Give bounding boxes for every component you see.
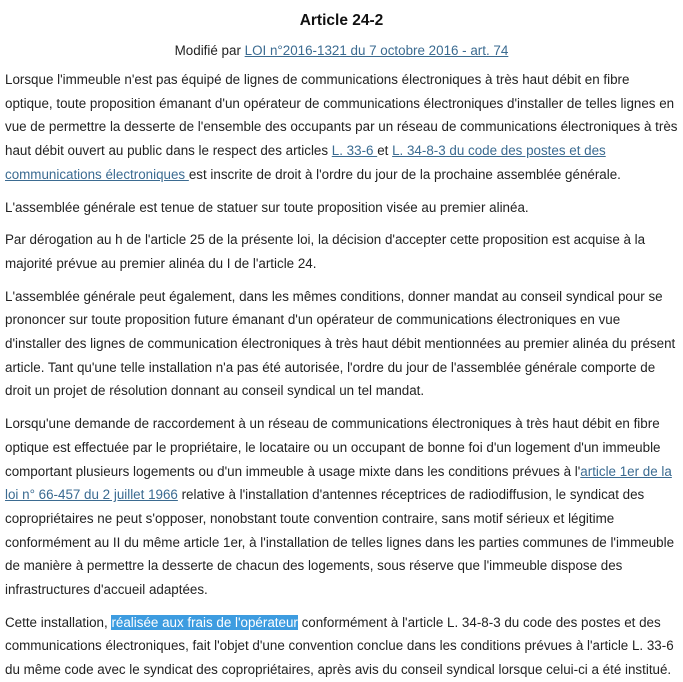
p6-text-b: conformément à l'article L. 34-8-3 du code des postes et des communications électroniques, fait l'objet d'une convention conclue dans les conditions prévues à l'article L. 33-6 du même code avec le syndicat des copropriétaires, après avis du conseil syndical lorsque celui-ci a été institué.: [5, 614, 674, 678]
paragraph-3: Par dérogation au h de l'article 25 de la présente loi, la décision d'accepter cette proposition est acquise à la majorité prévue au premier alinéa du I de l'article 24.: [5, 232, 646, 271]
p1-text-a: Lorsque l'immeuble n'est pas équipé de lignes de communications électroniques à très haut débit en fibre optique, toute proposition émanant d'un opérateur de communications électroniques d'installer de telles lignes en vue de permettre la desserte de l'ensemble des occupants par un réseau de communications électroniques à très haut débit ouvert au public dans le respect des articles: [5, 72, 678, 159]
paragraph-4: L'assemblée générale peut également, dans les mêmes conditions, donner mandat au conseil syndical pour se prononcer sur toute proposition future émanant d'un opérateur de communications électroniques en vue d'installer des lignes de communication électroniques à très haut débit mentionnées au premier alinéa du présent article. Tant qu'une telle installation n'a pas été autorisée, l'ordre du jour de l'assemblée générale comporte de droit un projet de résolution donnant au conseil syndical un tel mandat.: [5, 288, 676, 399]
p5-text-a: Lorsqu'une demande de raccordement à un réseau de communications électroniques à très haut débit en fibre optique est effectuée par le propriétaire, le locataire ou un occupant de bonne foi d'un logement d'un immeuble comportant plusieurs logements ou d'un immeuble à usage mixte dans les conditions prévues à l': [5, 416, 661, 479]
paragraph-1: [5, 68, 678, 187]
article-title: Article 24-2: [299, 12, 384, 29]
link-loi-66-457[interactable]: article 1er de la loi n° 66-457 du 2 juillet 1966: [5, 463, 672, 503]
modified-prefix: Modifié par: [174, 43, 241, 58]
modification-line: [5, 42, 678, 60]
link-l-34-8-3[interactable]: L. 34-8-3 du code des postes et des communications électroniques: [5, 143, 606, 182]
link-l-33-6[interactable]: L. 33-6: [331, 143, 378, 159]
p6-text-a: Cette installation,: [5, 614, 112, 630]
paragraph-2: L'assemblée générale est tenue de statuer sur toute proposition visée au premier alinéa.: [5, 199, 529, 215]
modifying-law-link[interactable]: LOI n°2016-1321 du 7 octobre 2016 - art. 74: [244, 43, 509, 58]
p1-text-c: est inscrite de droit à l'ordre du jour de la prochaine assemblée générale.: [188, 166, 621, 182]
p1-text-b: et: [377, 143, 393, 159]
selected-text-highlight[interactable]: réalisée aux frais de l'opérateur: [111, 614, 298, 630]
paragraph-5: [5, 412, 678, 602]
p5-text-b: relative à l'installation d'antennes réceptrices de radiodiffusion, le syndicat des copropriétaires ne peut s'opposer, nonobstant toute convention contraire, sans motif sérieux et légitime conformément au II du même article 1er, à l'installation de telles lignes dans les parties communes de l'immeuble de manière à permettre la desserte de chacun des logements, sous réserve que l'immeuble dispose des infrastructures d'accueil adaptées.: [5, 487, 675, 598]
paragraph-6: [5, 611, 678, 682]
